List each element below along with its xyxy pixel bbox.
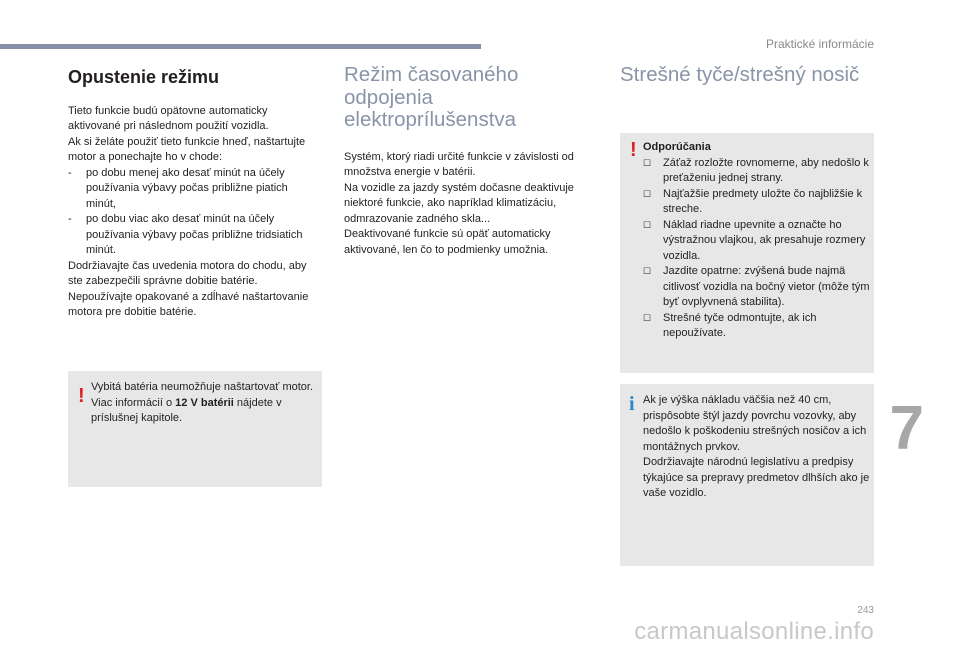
watermark: carmanualsonline.info [634,618,874,645]
checkbox-icon: ☐ [643,188,652,199]
info-box-load-height [620,384,874,566]
paragraph: Dodržiavajte čas uvedenia motora do chodu, aby ste zabezpečili správne dobitie batérie. [68,259,307,288]
paragraph: Nepoužívajte opakované a zdĺhavé naštartovanie motora pre dobitie batérie. [68,290,309,319]
column-roof-bars [620,64,874,87]
paragraph: Ak si želáte použiť tieto funkcie hneď, naštartujte motor a ponechajte ho v chode: [68,135,306,164]
section-title-exit-mode: Opustenie režimu [68,67,220,87]
checkbox-icon: ☐ [643,157,652,168]
section-title-roof-bars: Strešné tyče/strešný nosič [620,63,860,86]
info-icon: i [629,393,635,415]
list-item: - po dobu menej ako desať minút na účely používania výbavy počas približne piatich minút, [68,166,288,210]
list-item: ☐ Jazdite opatrne: zvýšená bude najmä citlivosť vozidla na bočný vietor (môže tým byť ovplyvnená stabilita). [643,265,870,308]
paragraph: Vybitá batéria neumožňuje naštartovať motor. [91,381,314,393]
checkbox-icon: ☐ [643,312,652,323]
column-exit-mode [68,64,320,321]
warning-icon: ! [78,385,85,407]
paragraph: Na vozidle za jazdy systém dočasne deaktivuje niektoré funkcie, ako napríklad klimatizáciu, odmrazovanie zadného skla... [344,181,574,225]
list-item: ☐ Najťažšie predmety uložte čo najbližšie k streche. [643,187,863,215]
page-number: 243 [857,605,874,616]
info-text [643,393,871,502]
timed-disconnect-body [344,150,599,259]
section-title-timed-disconnect: Režim časovaného odpojenia elektroprílušenstva [344,63,519,132]
exit-mode-body [68,104,320,321]
section-header-title: Praktické informácie [765,37,874,51]
header-bar [0,44,481,49]
paragraph: Ak je výška nákladu väčšia než 40 cm, prispôsobte štýl jazdy povrchu vozovky, aby nedošlo k poškodeniu strešných nosičov a ich montážnych prvkov. [643,394,867,453]
list-item: ☐ Strešné tyče odmontujte, ak ich nepoužívate. [643,311,817,339]
column-timed-disconnect [344,64,599,258]
list-item: - po dobu viac ako desať minút na účely používania výbavy počas približne tridsiatich minút. [68,213,303,257]
recommendations-list [643,156,871,342]
list-item: ☐ Náklad riadne upevnite a označte ho výstražnou vlajkou, ak presahuje rozmery vozidla. [643,218,866,262]
warning-icon: ! [630,139,637,161]
checkbox-icon: ☐ [643,219,652,230]
warning-box-battery [68,371,322,487]
warning-text [91,380,313,427]
paragraph: Dodržiavajte národnú legislatívu a predpisy týkajúce sa prepravy predmetov dlhších ako je vaše vozidlo. [643,456,870,499]
paragraph: Systém, ktorý riadi určité funkcie v závislosti od množstva energie v batérii. [344,150,574,179]
recommendations-heading: Odporúčania [643,141,711,153]
checkbox-icon: ☐ [643,266,652,276]
chapter-number: 7 [889,394,924,463]
list-item: ☐ Záťaž rozložte rovnomerne, aby nedošlo k preťaženiu jednej strany. [643,156,869,184]
paragraph: Deaktivované funkcie sú opäť automaticky aktivované, len čo to podmienky umožnia. [344,228,551,256]
recommendations-text [643,140,871,342]
paragraph: Viac informácií o 12 V batérii nájdete v príslušnej kapitole. [91,396,282,424]
recommendations-box [620,133,874,373]
paragraph: Tieto funkcie budú opätovne automaticky aktivované pri následnom použití vozidla. [68,104,269,133]
list [68,166,320,259]
